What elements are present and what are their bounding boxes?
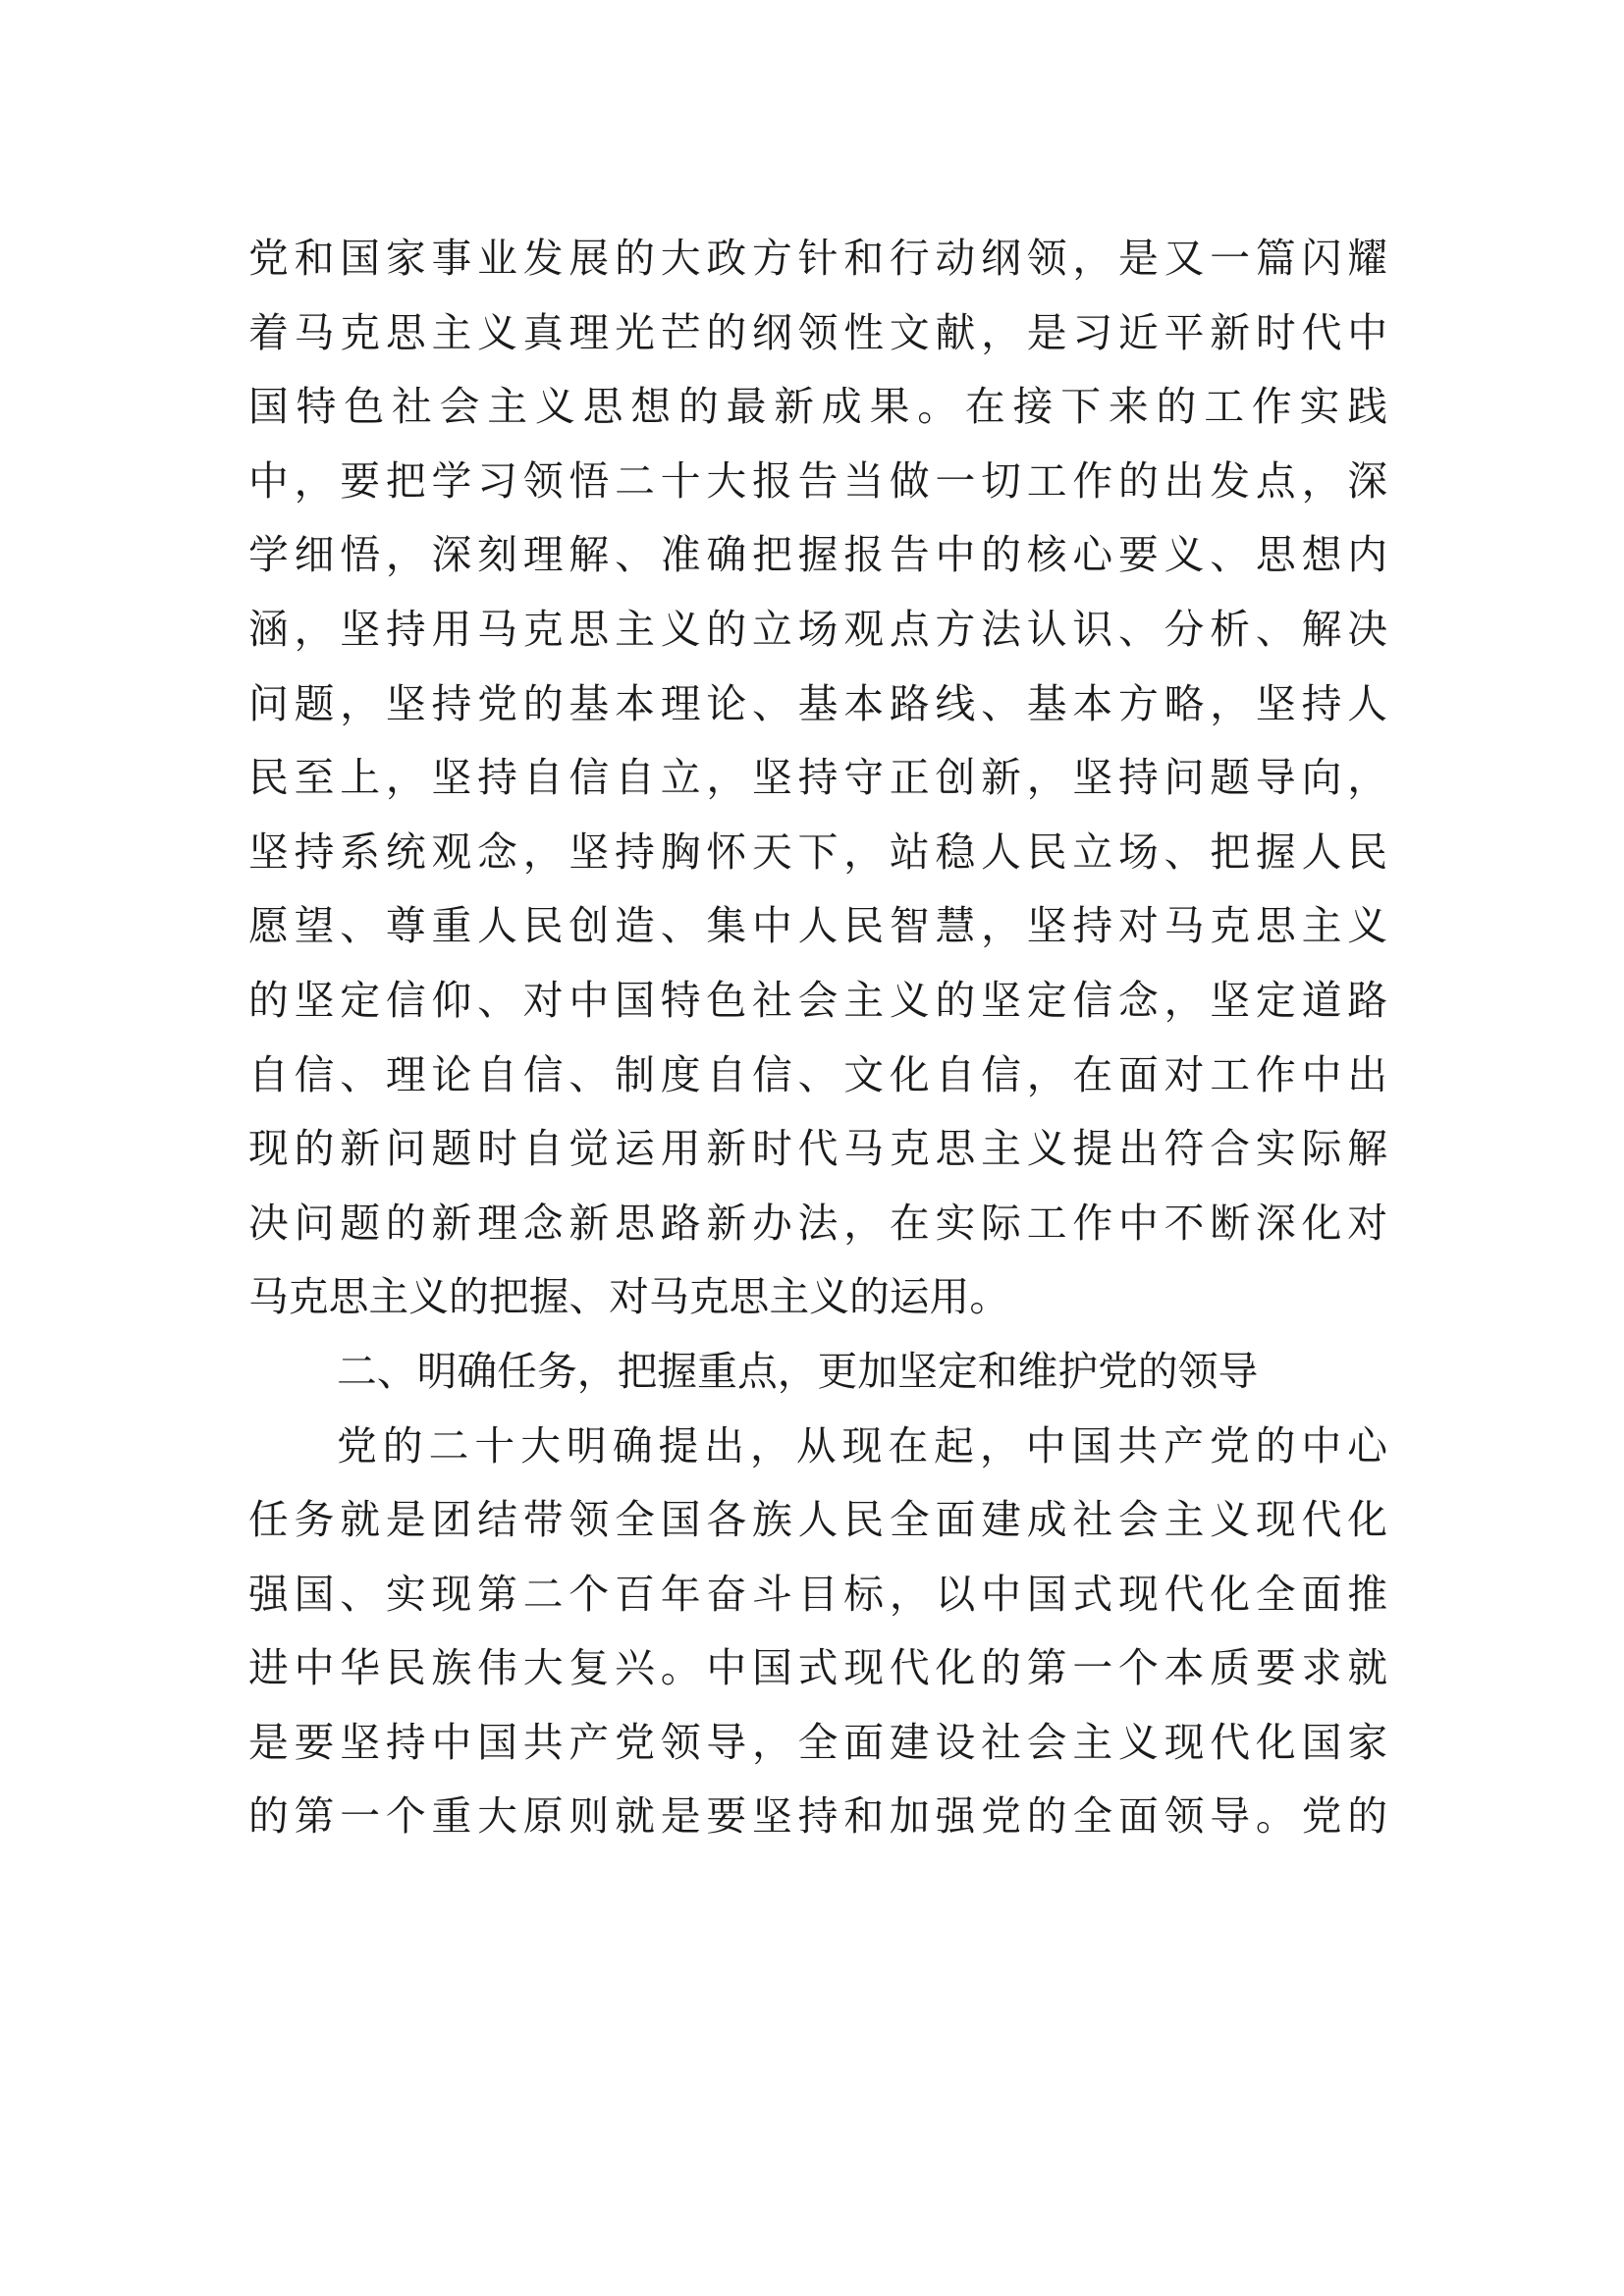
text-line: 问题，坚持党的基本理论、基本路线、基本方略，坚持人 [248,679,1387,727]
paragraph-first-line: 党的二十大明确提出，从现在起，中国共产党的中心 [337,1421,1387,1469]
body-text [248,222,1387,1854]
text-line: 着马克思主义真理光芒的纲领性文献，是习近平新时代中 [248,308,1387,356]
text-line: 进中华民族伟大复兴。中国式现代化的第一个本质要求就 [248,1644,1387,1692]
text-line: 任务就是团结带领全国各族人民全面建成社会主义现代化 [248,1496,1387,1544]
text-line: 马克思主义的把握、对马克思主义的运用。 [248,1273,1010,1321]
text-line: 是要坚持中国共产党领导，全面建设社会主义现代化国家 [248,1718,1387,1766]
text-line: 中，要把学习领悟二十大报告当做一切工作的出发点，深 [248,456,1387,505]
text-line: 自信、理论自信、制度自信、文化自信，在面对工作中出 [248,1050,1387,1098]
text-line: 强国、实现第二个百年奋斗目标，以中国式现代化全面推 [248,1570,1387,1618]
text-line: 现的新问题时自觉运用新时代马克思主义提出符合实际解 [248,1125,1387,1173]
text-line: 决问题的新理念新思路新办法，在实际工作中不断深化对 [248,1199,1387,1247]
text-line: 涵，坚持用马克思主义的立场观点方法认识、分析、解决 [248,605,1387,653]
text-line: 国特色社会主义思想的最新成果。在接下来的工作实践 [248,383,1387,431]
text-line: 愿望、尊重人民创造、集中人民智慧，坚持对马克思主义 [248,902,1387,950]
text-line: 坚持系统观念，坚持胸怀天下，站稳人民立场、把握人民 [248,828,1387,876]
text-line: 党和国家事业发展的大政方针和行动纲领，是又一篇闪耀 [248,235,1387,282]
text-line: 民至上，坚持自信自立，坚持守正创新，坚持问题导向， [248,754,1387,802]
text-line: 学细悟，深刻理解、准确把握报告中的核心要义、思想内 [248,531,1387,579]
text-line: 的第一个重大原则就是要坚持和加强党的全面领导。党的 [248,1792,1387,1841]
text-line: 的坚定信仰、对中国特色社会主义的坚定信念，坚定道路 [248,976,1387,1024]
section-heading: 二、明确任务，把握重点，更加坚定和维护党的领导 [337,1347,1259,1395]
